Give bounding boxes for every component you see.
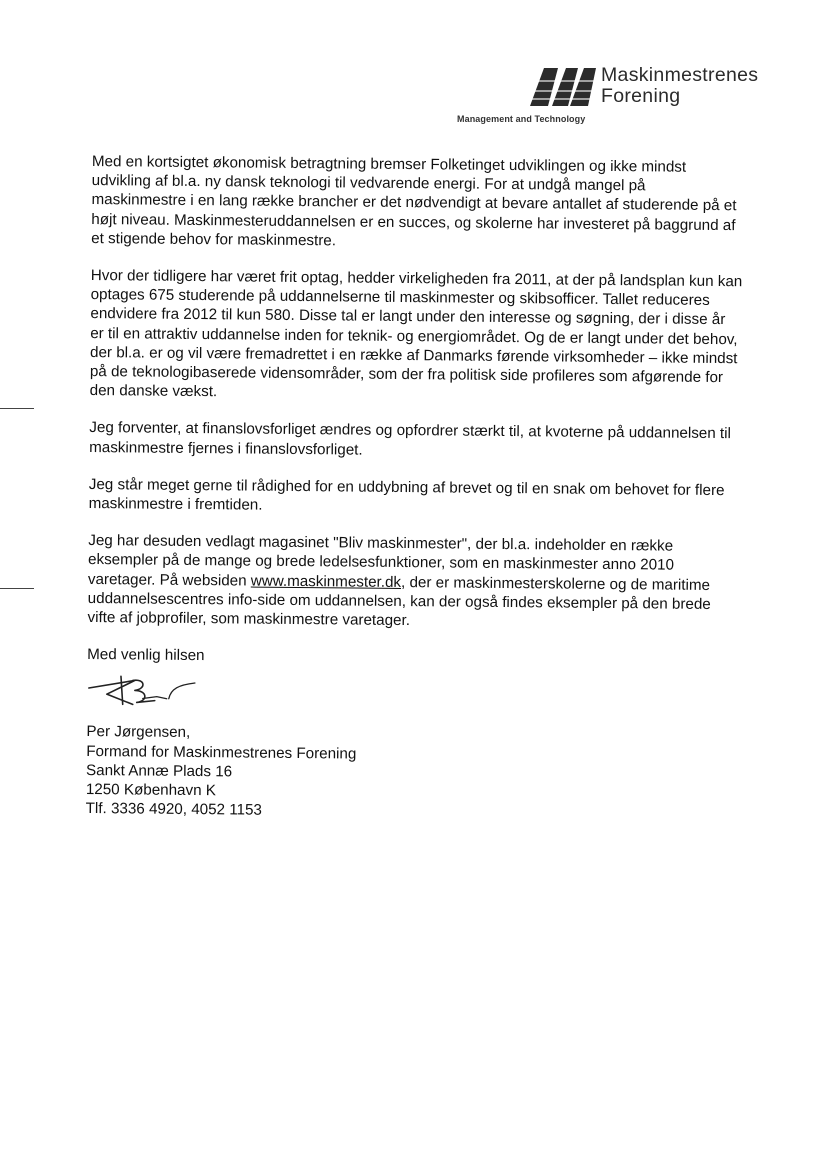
paragraph-3: Jeg forventer, at finanslovsforliget ændres og opfordrer stærkt til, at kvoterne på uddannelsen til maskinmestre fjernes i finanslovsforliget. (89, 419, 732, 459)
organization-name (601, 65, 758, 107)
page-edge-mark (0, 408, 34, 409)
sender-title: Formand for Maskinmestrenes Forening (86, 742, 357, 763)
sender-phone: Tlf. 3336 4920, 4052 1153 (85, 800, 262, 819)
handwritten-signature (87, 674, 217, 715)
sender-street: Sankt Annæ Plads 16 (85, 761, 233, 781)
paragraph-5-text-start: Jeg har desuden vedlagt magasinet "Bliv maskinmester", der bl.a. indeholder en række eksempler på de mange og brede ledelsesfunktioner, som en maskinmester anno 2010 varetager. På websiden (87, 532, 675, 590)
paragraph-4: Jeg står meget gerne til rådighed for en uddybning af brevet og til en snak om behovet for flere maskinmestre i fremtiden. (88, 475, 725, 514)
paragraph-1: Med en kortsigtet økonomisk betragtning bremser Folketinget udviklingen og ikke mindst udvikling af bl.a. ny dansk teknologi til vedvarende energi. For at undgå mangel på maskinmestre i en lang række brancher er det nødvendigt at bevare antallet af studerende på et højt niveau. Maskinmesteruddannelsen er en succes, og skolerne har investeret på baggrund af et stigende behov for maskinmestre. (91, 152, 737, 250)
paragraph-2: Hvor der tidligere har været frit optag, hedder virkeligheden fra 2011, at der på landsplan kun kan optages 675 studerende på uddannelserne til maskinmester og skibsofficer. Tallet reduceres endvidere fra 2012 til kun 580. Disse tal er langt under den interesse og søgning, der i disse år er til en attraktiv uddannelse inden for teknik- og energiområdet. Og de er langt under det behov, der bl.a. er og vil være fremadrettet i en række af Danmarks førende virksomheder – ikke mindst på de teknologibaserede vidensområder, som der fra politisk side profileres som afgørende for den danske vækst. (89, 267, 743, 401)
logo-mark-icon (528, 66, 598, 108)
paragraph-5-text-end: , der er maskinmesterskolerne og de maritime uddannelsescentres info-side om uddannelsen, kan der også findes eksempler på den brede vifte af jobprofiler, som maskinmestre varetager. (87, 573, 711, 630)
organization-name-line1: Maskinmestrenes (601, 64, 759, 86)
sender-city: 1250 København K (85, 781, 217, 800)
website-link[interactable]: www.maskinmester.dk (250, 572, 402, 591)
organization-name-line2: Forening (601, 85, 681, 107)
letter-body (86, 152, 744, 825)
sender-name: Per Jørgensen, (86, 723, 191, 742)
sender-block (86, 722, 739, 824)
closing-salutation: Med venlig hilsen (87, 646, 205, 665)
organization-logo (457, 64, 788, 124)
organization-tagline: Management and Technology (457, 114, 586, 124)
page-edge-mark (0, 588, 34, 589)
paragraph-5 (87, 531, 740, 633)
